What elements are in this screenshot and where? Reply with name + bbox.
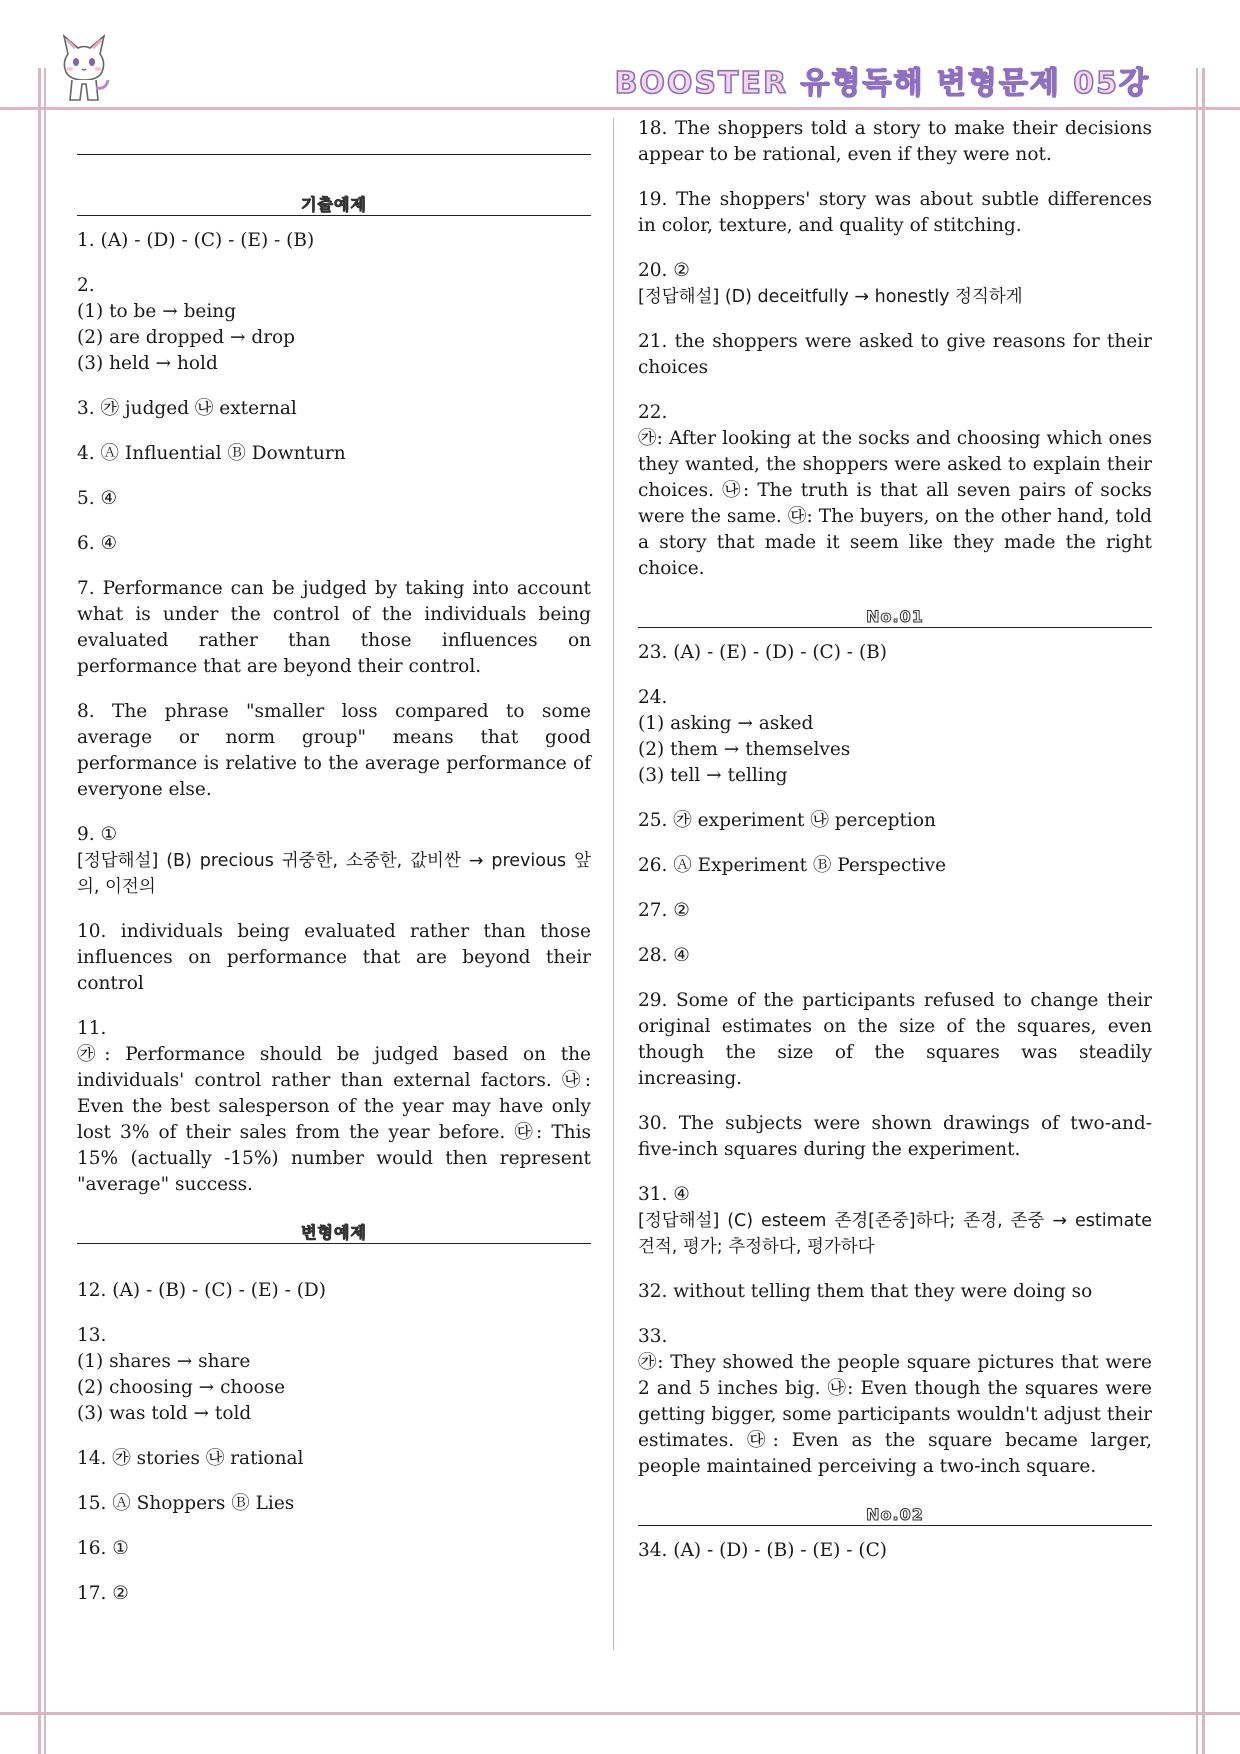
answer-item-19: 19. The shoppers' story was about subtle differences in color, texture, and quality of stitching. bbox=[638, 189, 1152, 236]
cat-icon bbox=[56, 32, 112, 104]
answer-item-17: 17. ② bbox=[77, 1583, 129, 1604]
answer-item-27: 27. ② bbox=[638, 900, 690, 921]
left-top-rule bbox=[77, 154, 591, 155]
frame-left-outer bbox=[38, 68, 41, 1754]
answer-item-28: 28. ④ bbox=[638, 945, 690, 966]
page-header-title: BOOSTER 유형독해 변형문제 05강 bbox=[614, 66, 1150, 101]
answer-item-20: 20. ② [정답해설] (D) deceitfully → honestly 정직하게 bbox=[638, 260, 1023, 307]
section-heading-no01: No.01 bbox=[638, 601, 1152, 628]
answer-item-22: 22. ㉮: After looking at the socks and choosing which ones they wanted, the shoppers were asked to explain their choices. ㉯: The truth is that all seven pairs of socks were the same. ㉰: The buyers, on the other hand, told a story that made it seem like they made the right choice. bbox=[638, 402, 1152, 579]
answer-item-3: 3. ㉮ judged ㉯ external bbox=[77, 398, 297, 419]
answer-item-21: 21. the shoppers were asked to give reasons for their choices bbox=[638, 331, 1152, 378]
answer-item-33: 33. ㉮: They showed the people square pictures that were 2 and 5 inches big. ㉯: Even though the squares were getting bigger, some participants wouldn't adjust their estimates. ㉰: Even as the square became larger, people maintained perceiving a two-inch square. bbox=[638, 1326, 1152, 1477]
answer-item-15: 15. Ⓐ Shoppers Ⓑ Lies bbox=[77, 1493, 295, 1514]
section-heading-past-exam: 기출예제 bbox=[77, 189, 591, 216]
answer-item-32: 32. without telling them that they were doing so bbox=[638, 1281, 1093, 1302]
answer-item-4: 4. Ⓐ Influential Ⓑ Downturn bbox=[77, 443, 346, 464]
answer-item-7: 7. Performance can be judged by taking into account what is under the control of the individuals being evaluated rather than those influences on performance that are beyond their control. bbox=[77, 578, 591, 677]
answer-item-10: 10. individuals being evaluated rather than those influences on performance that are beyond their control bbox=[77, 921, 591, 994]
answer-item-23: 23. (A) - (E) - (D) - (C) - (B) bbox=[638, 642, 887, 663]
right-column bbox=[638, 116, 1152, 1583]
answer-item-6: 6. ④ bbox=[77, 533, 118, 554]
answer-item-13: 13. (1) shares → share (2) choosing → choose (3) was told → told bbox=[77, 1325, 286, 1424]
section-heading-no02: No.02 bbox=[638, 1499, 1152, 1526]
answer-item-30: 30. The subjects were shown drawings of two-and-five-inch squares during the experiment. bbox=[638, 1113, 1152, 1160]
frame-bottom-line bbox=[0, 1712, 1240, 1715]
answer-item-29: 29. Some of the participants refused to change their original estimates on the size of the squares, even though the size of the squares was steadily increasing. bbox=[638, 990, 1152, 1089]
answer-item-14: 14. ㉮ stories ㉯ rational bbox=[77, 1448, 304, 1469]
section-heading-variation: 변형예제 bbox=[77, 1217, 591, 1244]
answer-item-11: 11. ㉮: Performance should be judged based on the individuals' control rather than external factors. ㉯: Even the best salesperson of the year may have only lost 3% of their sales from the year before. ㉰: This 15% (actually -15%) number would then represent "average" success. bbox=[77, 1018, 591, 1195]
answer-item-18: 18. The shoppers told a story to make their decisions appear to be rational, even if they were not. bbox=[638, 118, 1152, 165]
frame-right-inner bbox=[1196, 68, 1198, 1754]
answer-item-9: 9. ① [정답해설] (B) precious 귀중한, 소중한, 값비싼 → previous 앞의, 이전의 bbox=[77, 824, 591, 897]
frame-left-inner bbox=[44, 68, 46, 1754]
left-column bbox=[77, 112, 591, 1626]
answer-item-8: 8. The phrase "smaller loss compared to some average or norm group" means that good performance is relative to the average performance of everyone else. bbox=[77, 701, 591, 800]
answer-item-16: 16. ① bbox=[77, 1538, 129, 1559]
column-divider bbox=[613, 118, 614, 1650]
answer-item-2: 2. (1) to be → being (2) are dropped → drop (3) held → hold bbox=[77, 275, 296, 374]
answer-item-5: 5. ④ bbox=[77, 488, 118, 509]
frame-top-line bbox=[0, 107, 1240, 110]
answer-item-31: 31. ④ [정답해설] (C) esteem 존경[존중]하다; 존경, 존중 → estimate 견적, 평가; 추정하다, 평가하다 bbox=[638, 1184, 1152, 1257]
answer-item-34: 34. (A) - (D) - (B) - (E) - (C) bbox=[638, 1540, 887, 1561]
answer-item-26: 26. Ⓐ Experiment Ⓑ Perspective bbox=[638, 855, 947, 876]
answer-item-1: 1. (A) - (D) - (C) - (E) - (B) bbox=[77, 230, 315, 251]
frame-right-outer bbox=[1202, 68, 1205, 1754]
answer-item-24: 24. (1) asking → asked (2) them → themselves (3) tell → telling bbox=[638, 687, 851, 786]
answer-item-12: 12. (A) - (B) - (C) - (E) - (D) bbox=[77, 1280, 326, 1301]
answer-item-25: 25. ㉮ experiment ㉯ perception bbox=[638, 810, 936, 831]
